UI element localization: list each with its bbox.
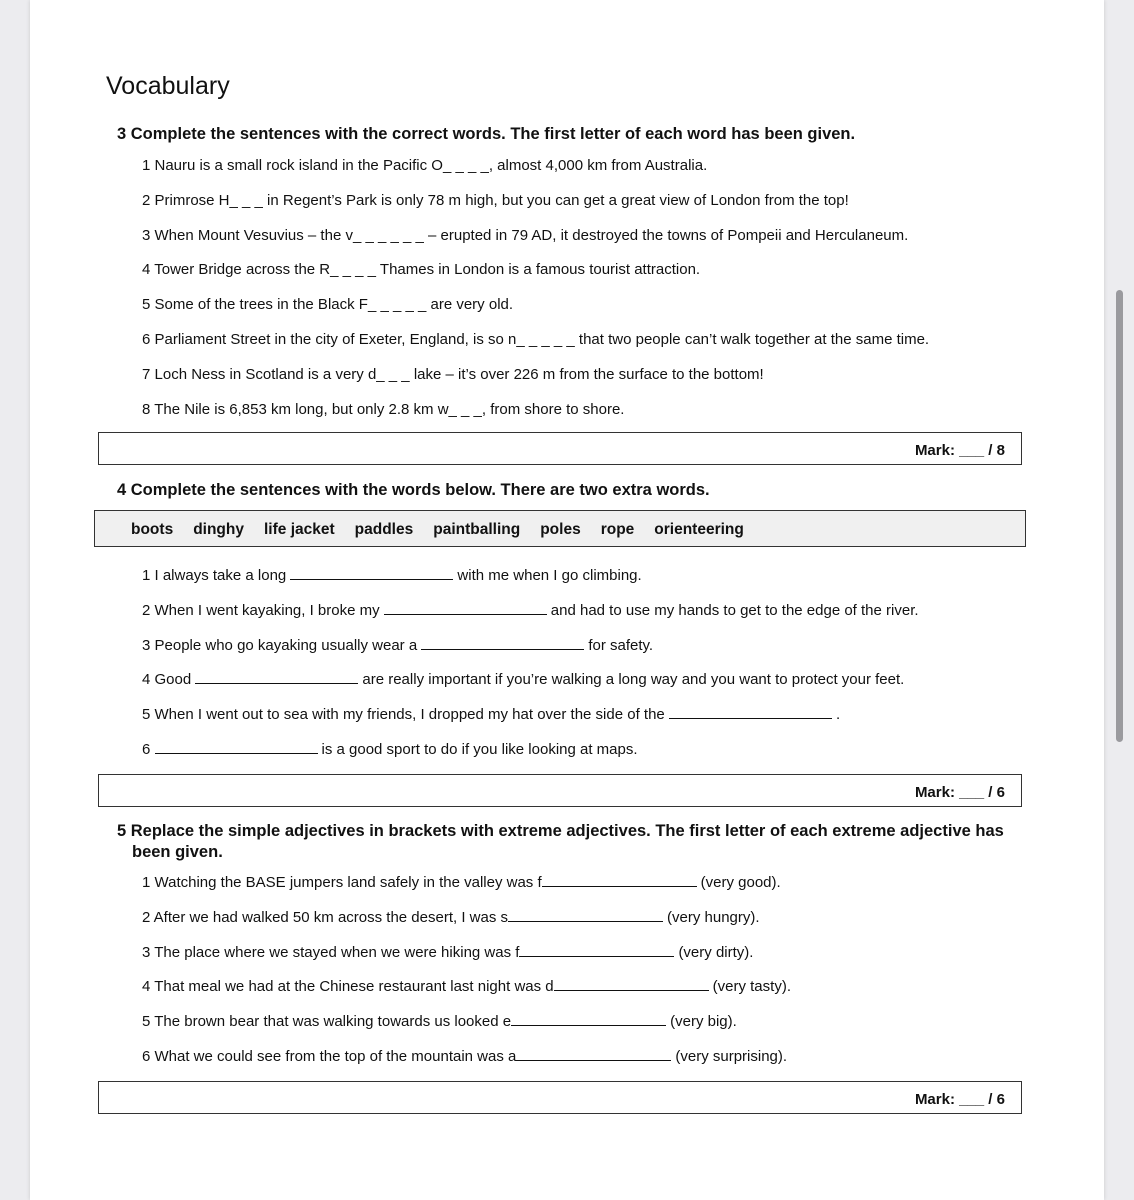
word: rope (600, 521, 635, 538)
exercise-item (142, 1048, 787, 1065)
item-text: 1 Nauru is a small rock island in the Pacific O_ _ _ _, almost 4,000 km from Australia. (142, 157, 708, 174)
item-text-after: (very big). (670, 1013, 737, 1031)
exercise-item (142, 909, 760, 926)
word: life jacket (264, 521, 335, 538)
answer-blank[interactable] (195, 671, 358, 684)
exercise-item (142, 227, 908, 244)
item-text-after: is a good sport to do if you like looking at maps. (321, 741, 638, 758)
exercise-item (142, 567, 642, 584)
item-text-after: with me when I go climbing. (457, 567, 642, 584)
document-page (30, 0, 1104, 1200)
exercise-item (142, 366, 764, 383)
word: paintballing (433, 521, 521, 538)
exercise-item (142, 331, 929, 348)
item-text-before: 2 After we had walked 50 km across the desert, I was s (142, 908, 509, 926)
answer-blank[interactable] (542, 874, 697, 887)
exercise-item (142, 706, 840, 723)
scrollbar[interactable] (1116, 290, 1123, 742)
word: paddles (354, 521, 414, 538)
exercise-item (142, 602, 919, 619)
mark-label: Mark: ___ / 6 (914, 1091, 1005, 1108)
word: boots (131, 521, 174, 538)
item-text-before: 1 I always take a long (142, 567, 291, 584)
exercise-4-heading: 4 Complete the sentences with the words below. There are two extra words. (117, 481, 710, 499)
exercise-item (142, 401, 624, 418)
answer-blank[interactable] (554, 978, 709, 991)
item-text-before: 3 The place where we stayed when we were hiking was f (142, 943, 520, 961)
exercise-4-mark-box (98, 774, 1022, 807)
item-text-after: (very surprising). (675, 1048, 788, 1065)
item-text-after: and had to use my hands to get to the edge of the river. (550, 601, 919, 619)
item-text-after: (very good). (700, 874, 781, 891)
item-text-before: 6 What we could see from the top of the mountain was a (142, 1048, 517, 1065)
exercise-item (142, 741, 638, 758)
answer-blank[interactable] (155, 741, 318, 754)
answer-blank[interactable] (384, 602, 547, 615)
exercise-5-mark-box (98, 1081, 1022, 1114)
mark-label: Mark: ___ / 8 (914, 442, 1005, 459)
item-text: 6 Parliament Street in the city of Exeter, England, is so n_ _ _ _ _ that two people can’t walk together at the same time. (142, 331, 930, 348)
item-text: 4 Tower Bridge across the R_ _ _ _ Thames in London is a famous tourist attraction. (142, 261, 701, 279)
exercise-item (142, 978, 791, 995)
exercise-item (142, 192, 849, 209)
exercise-item (142, 296, 513, 313)
answer-blank[interactable] (516, 1048, 671, 1061)
exercise-item (142, 1013, 737, 1030)
answer-blank[interactable] (519, 944, 674, 957)
answer-blank[interactable] (290, 567, 453, 580)
exercise-5-heading: 5 Replace the simple adjectives in brackets with extreme adjectives. The first letter of each extreme adjective has been given. (117, 822, 1004, 861)
exercise-item (142, 671, 904, 688)
answer-blank[interactable] (511, 1013, 666, 1026)
item-text-before: 5 When I went out to sea with my friends, I dropped my hat over the side of the (142, 706, 669, 724)
item-text-after: (very dirty). (678, 943, 754, 961)
item-text-after: (very hungry). (667, 908, 760, 926)
exercise-item (142, 157, 707, 174)
item-text: 5 Some of the trees in the Black F_ _ _ _ _ are very old. (142, 296, 514, 314)
item-text: 2 Primrose H_ _ _ in Regent’s Park is only 78 m high, but you can get a great view of London from the top! (142, 191, 849, 209)
exercise-3-heading: 3 Complete the sentences with the correct words. The first letter of each word has been given. (117, 125, 856, 143)
word: dinghy (193, 521, 244, 538)
item-text-before: 5 The brown bear that was walking towards us looked e (142, 1013, 512, 1031)
item-text: 7 Loch Ness in Scotland is a very d_ _ _ lake – it’s over 226 m from the surface to the bottom! (142, 365, 764, 383)
item-text-before: 4 Good (142, 671, 196, 689)
item-text-before: 1 Watching the BASE jumpers land safely in the valley was f (142, 874, 542, 891)
word: poles (540, 521, 581, 538)
exercise-item (142, 261, 700, 278)
item-text-after: are really important if you’re walking a long way and you want to protect your feet. (362, 671, 905, 689)
item-text-before: 6 (142, 741, 155, 758)
page-title: Vocabulary (106, 72, 230, 100)
item-text-before: 2 When I went kayaking, I broke my (142, 601, 384, 619)
answer-blank[interactable] (508, 909, 663, 922)
item-text-before: 3 People who go kayaking usually wear a (142, 636, 422, 654)
answer-blank[interactable] (421, 637, 584, 650)
exercise-item (142, 637, 653, 654)
item-text: 3 When Mount Vesuvius – the v_ _ _ _ _ _ – erupted in 79 AD, it destroyed the towns of Pompeii and Herculaneum. (142, 226, 909, 244)
mark-label: Mark: ___ / 6 (914, 784, 1005, 801)
item-text-before: 4 That meal we had at the Chinese restaurant last night was d (142, 978, 554, 996)
word: orienteering (654, 521, 744, 538)
exercise-item (142, 944, 753, 961)
item-text-after: (very tasty). (712, 978, 791, 996)
exercise-3-mark-box (98, 432, 1022, 465)
word-box (94, 510, 1026, 547)
item-text-after: . (835, 706, 841, 724)
item-text: 8 The Nile is 6,853 km long, but only 2.8 km w_ _ _, from shore to shore. (142, 400, 625, 418)
item-text-after: for safety. (588, 636, 654, 654)
answer-blank[interactable] (669, 706, 832, 719)
exercise-item (142, 874, 781, 891)
